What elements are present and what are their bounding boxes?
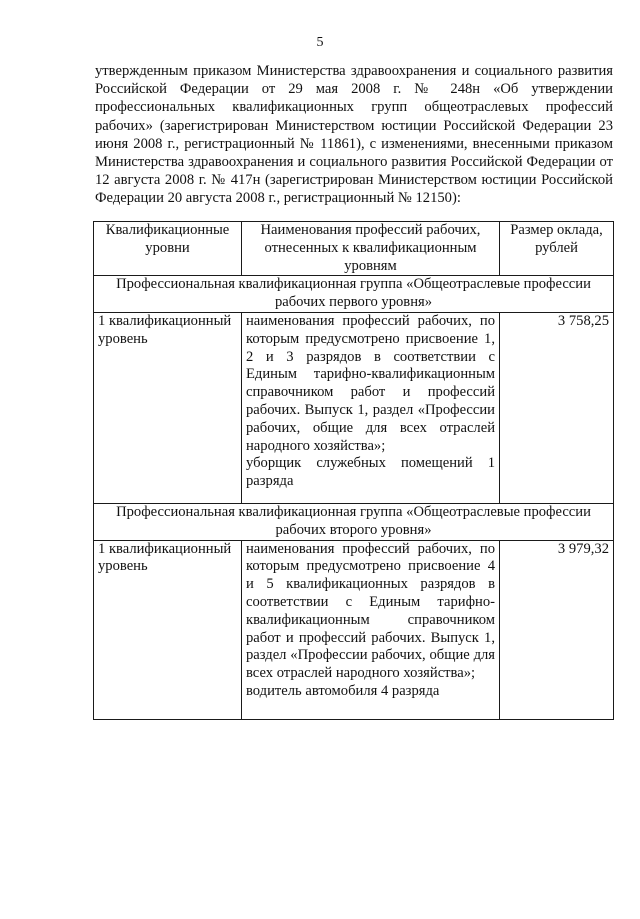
table-row	[94, 540, 614, 719]
header-salary: Размер оклада, рублей	[500, 222, 614, 276]
table-row	[94, 312, 614, 503]
header-qualification-levels: Квалификационные уровни	[94, 222, 242, 276]
header-profession-names: Наименования профессий рабочих, отнесенных к квалификационным уровням	[242, 222, 500, 276]
salary-value-cell: 3 758,25	[500, 312, 614, 503]
intro-paragraph: утвержденным приказом Министерства здравоохранения и социального развития Российской Федерации от 29 мая 2008 г. № 248н «Об утверждении профессиональных квалификационных групп общеотраслевых профессий рабочих» (зарегистрирован Министерством юстиции Российской Федерации 23 июня 2008 г., регистрационный № 11861), с изменениями, внесенными приказом Министерства здравоохранения и социального развития Российской Федерации от 12 августа 2008 г. № 417н (зарегистрирован Министерством юстиции Российской Федерации 20 августа 2008 г., регистрационный № 12150):	[95, 63, 613, 207]
group-title-first-level: Профессиональная квалификационная группа «Общеотраслевые профессии рабочих первого уровня»	[94, 276, 614, 313]
page-number: 5	[316, 35, 324, 50]
qualification-level-cell: 1 квалификационный уровень	[94, 312, 242, 503]
table-header-row	[94, 222, 614, 276]
salary-table	[93, 221, 614, 720]
group-title-second-level: Профессиональная квалификационная группа «Общеотраслевые профессии рабочих второго уровня»	[94, 503, 614, 540]
qualification-level-cell: 1 квалификационный уровень	[94, 540, 242, 719]
profession-names-cell	[242, 540, 500, 719]
group-title-row	[94, 503, 614, 540]
profession-description: наименования профессий рабочих, по которым предусмотрено присвоение 4 и 5 квалификационных разрядов в соответствии с Единым тарифно-квалификационным справочником работ и профессий рабочих. Выпуск 1, раздел «Профессии рабочих, общие для всех отраслей народного хозяйства»;	[246, 540, 495, 682]
profession-extra: водитель автомобиля 4 разряда	[246, 682, 440, 699]
group-title-row	[94, 276, 614, 313]
profession-description: наименования профессий рабочих, по которым предусмотрено присвоение 1, 2 и 3 разрядов в соответствии с Единым тарифно-квалификационным справочником работ и профессий рабочих. Выпуск 1, раздел «Профессии рабочих, общие для всех отраслей народного хозяйства»;	[246, 312, 495, 454]
salary-value-cell: 3 979,32	[500, 540, 614, 719]
profession-names-cell	[242, 312, 500, 503]
profession-extra: уборщик служебных помещений 1 разряда	[246, 455, 495, 490]
